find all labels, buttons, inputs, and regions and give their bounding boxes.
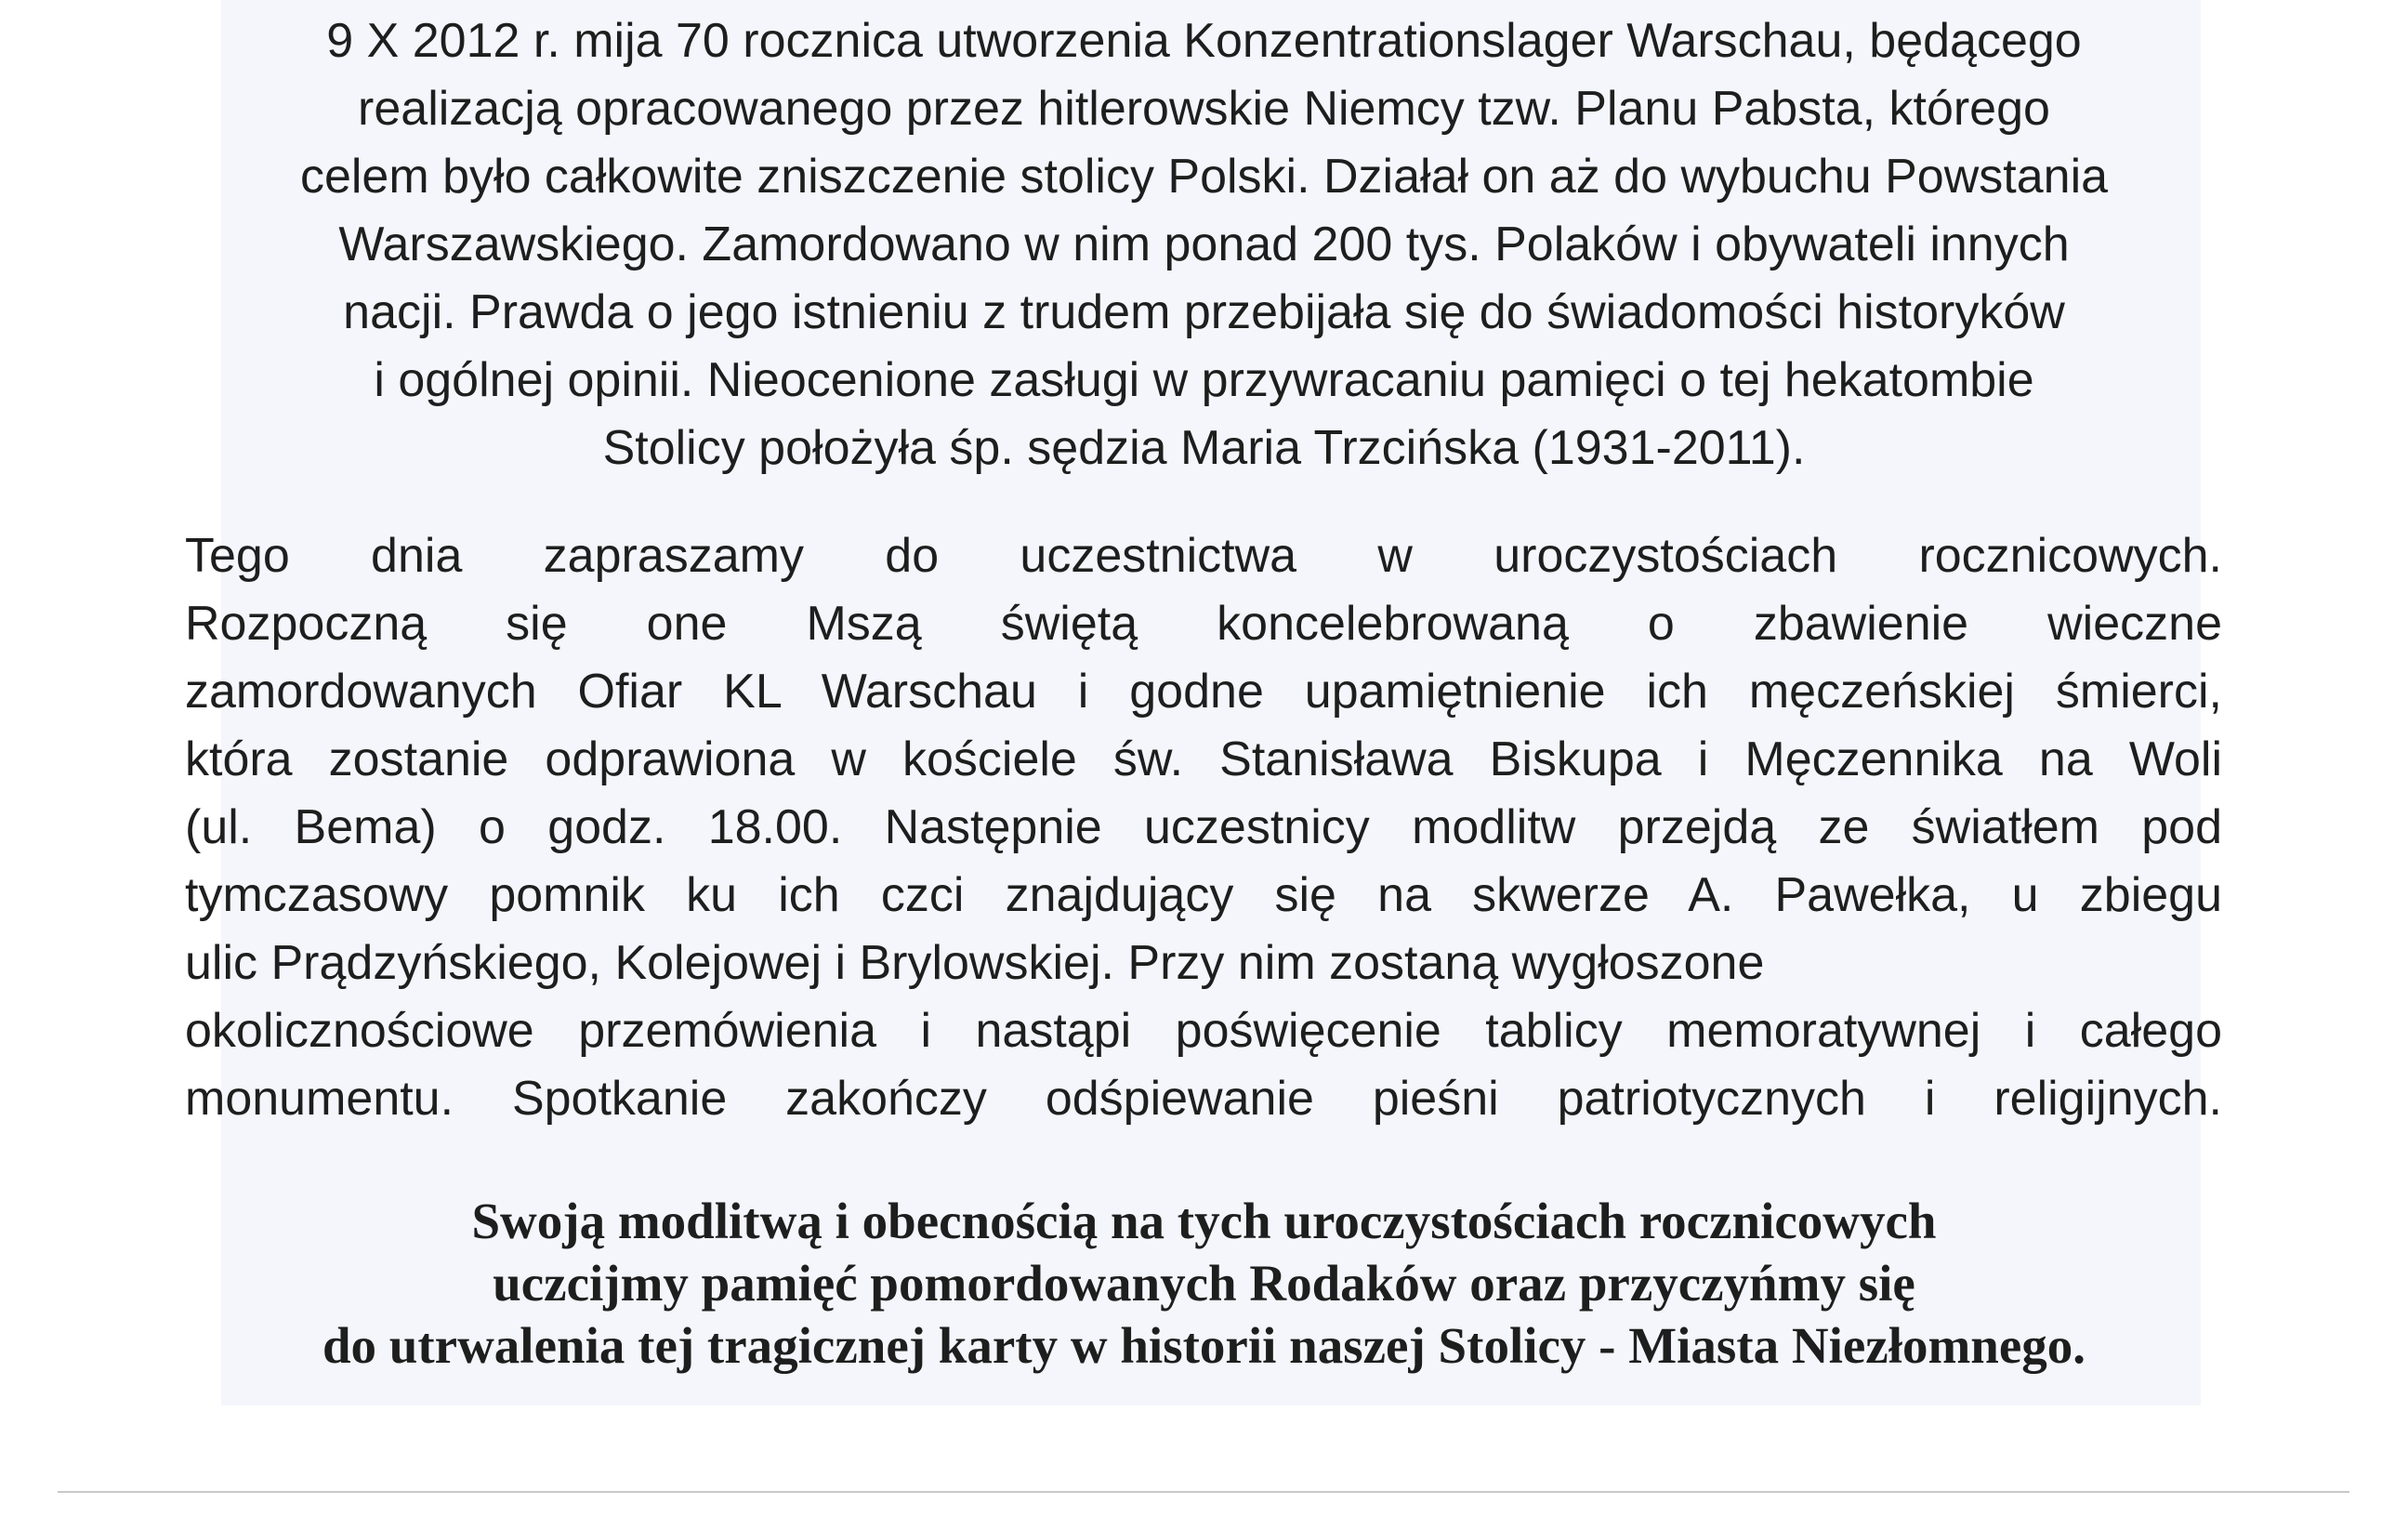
intro-line: 9 X 2012 r. mija 70 rocznica utworzenia Konzentrationslager Warschau, będącego bbox=[326, 14, 2082, 68]
intro-line: nacji. Prawda o jego istnieniu z trudem przebijała się do świadomości historyków bbox=[343, 285, 2065, 339]
invitation-line: która zostanie odprawiona w kościele św. Stanisława Biskupa i Męczennika na Woli bbox=[185, 732, 2222, 786]
closing-line: uczcijmy pamięć pomordowanych Rodaków oraz przyczyńmy się bbox=[493, 1255, 1915, 1312]
invitation-line: zamordowanych Ofiar KL Warschau i godne upamiętnienie ich męczeńskiej śmierci, bbox=[185, 665, 2222, 719]
intro-line: celem było całkowite zniszczenie stolicy Polski. Działał on aż do wybuchu Powstania bbox=[299, 150, 2109, 204]
intro-line: realizacją opracowanego przez hitlerowskie Niemcy tzw. Planu Pabsta, którego bbox=[358, 82, 2050, 136]
intro-line: i ogólnej opinii. Nieocenione zasługi w przywracaniu pamięci o tej hekatombie bbox=[374, 353, 2034, 407]
intro-line: Stolicy położyła śp. sędzia Maria Trzcińska (1931-2011). bbox=[602, 421, 1806, 475]
invitation-line: okolicznościowe przemówienia i nastąpi poświęcenie tablicy memoratywnej i całego bbox=[185, 1004, 2222, 1058]
closing-appeal bbox=[139, 1190, 2269, 1377]
invitation-line: tymczasowy pomnik ku ich czci znajdujący się na skwerze A. Pawełka, u zbiegu bbox=[185, 868, 2222, 922]
intro-paragraph bbox=[139, 7, 2269, 482]
invitation-line: Tego dnia zapraszamy do uczestnictwa w uroczystościach rocznicowych. bbox=[185, 529, 2222, 583]
invitation-line: (ul. Bema) o godz. 18.00. Następnie uczestnicy modlitw przejdą ze światłem pod bbox=[185, 800, 2222, 854]
closing-line: do utrwalenia tej tragicznej karty w historii naszej Stolicy - Miasta Niezłomnego. bbox=[322, 1317, 2086, 1374]
invitation-paragraph bbox=[185, 522, 2222, 1133]
closing-line: Swoją modlitwą i obecnością na tych uroczystościach rocznicowych bbox=[471, 1193, 1937, 1249]
intro-line: Warszawskiego. Zamordowano w nim ponad 200 tys. Polaków i obywateli innych bbox=[338, 218, 2070, 271]
invitation-line: monumentu. Spotkanie zakończy odśpiewanie pieśni patriotycznych i religijnych. bbox=[185, 1072, 2222, 1126]
invitation-line: ulic Prądzyńskiego, Kolejowej i Brylowskiej. Przy nim zostaną wygłoszone bbox=[185, 936, 1765, 990]
invitation-line: Rozpoczną się one Mszą świętą koncelebrowaną o zbawienie wieczne bbox=[185, 597, 2222, 651]
bottom-divider bbox=[58, 1491, 2349, 1493]
